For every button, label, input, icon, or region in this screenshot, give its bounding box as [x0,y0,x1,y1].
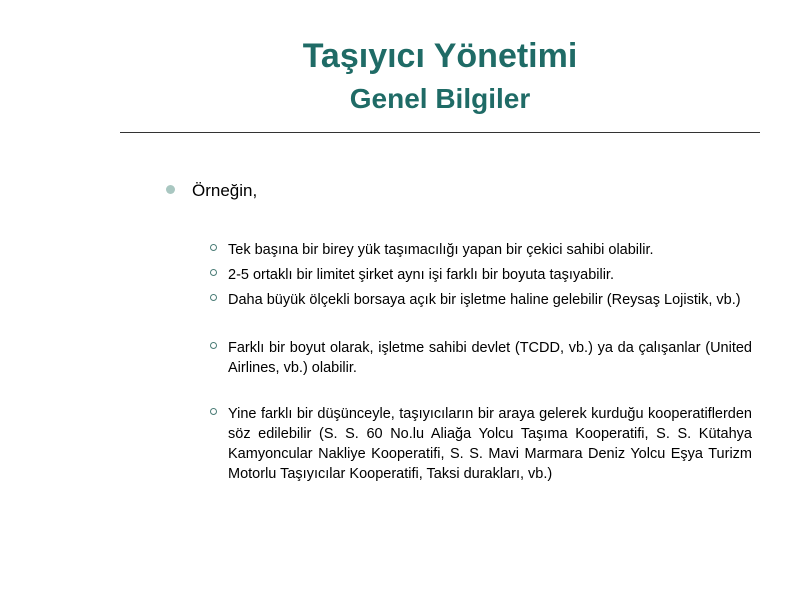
list-item [208,240,752,260]
sub-bullet-list [208,240,752,484]
list-item-text: Farklı bir boyut olarak, işletme sahibi devlet (TCDD, vb.) ya da çalışanlar (United Airlines, vb.) olabilir. [228,340,752,376]
hollow-bullet-icon [210,244,217,251]
list-item [208,290,752,310]
title-divider [120,132,760,133]
list-item [208,404,752,484]
list-item-text: Tek başına bir birey yük taşımacılığı yapan bir çekici sahibi olabilir. [228,242,654,258]
list-item [208,338,752,378]
list-item-text: Daha büyük ölçekli borsaya açık bir işletme haline gelebilir (Reysaş Lojistik, vb.) [228,292,741,308]
lead-bullet-text: Örneğin, [192,181,258,200]
hollow-bullet-icon [210,342,217,349]
slide-title-block [120,36,760,116]
hollow-bullet-icon [210,294,217,301]
filled-bullet-icon [166,185,175,194]
list-item-text: Yine farklı bir düşünceyle, taşıyıcıların bir araya gelerek kurduğu kooperatiflerden söz edilebilir (S. S. 60 No.lu Aliağa Yolcu Taşıma Kooperatifi, S. S. Kütahya Kamyoncular Nakliye Kooperatifi, S. S. Mavi Marmara Deniz Yolcu Eşya Turizm Motorlu Taşıyıcılar Kooperatifi, Taksi durakları, vb.) [228,406,752,482]
list-item [208,265,752,285]
list-item-text: 2-5 ortaklı bir limitet şirket aynı işi farklı bir boyuta taşıyabilir. [228,267,614,283]
hollow-bullet-icon [210,269,217,276]
slide-title: Taşıyıcı Yönetimi [302,37,578,75]
slide-subtitle: Genel Bilgiler [349,83,531,114]
lead-bullet [166,180,257,202]
hollow-bullet-icon [210,408,217,415]
